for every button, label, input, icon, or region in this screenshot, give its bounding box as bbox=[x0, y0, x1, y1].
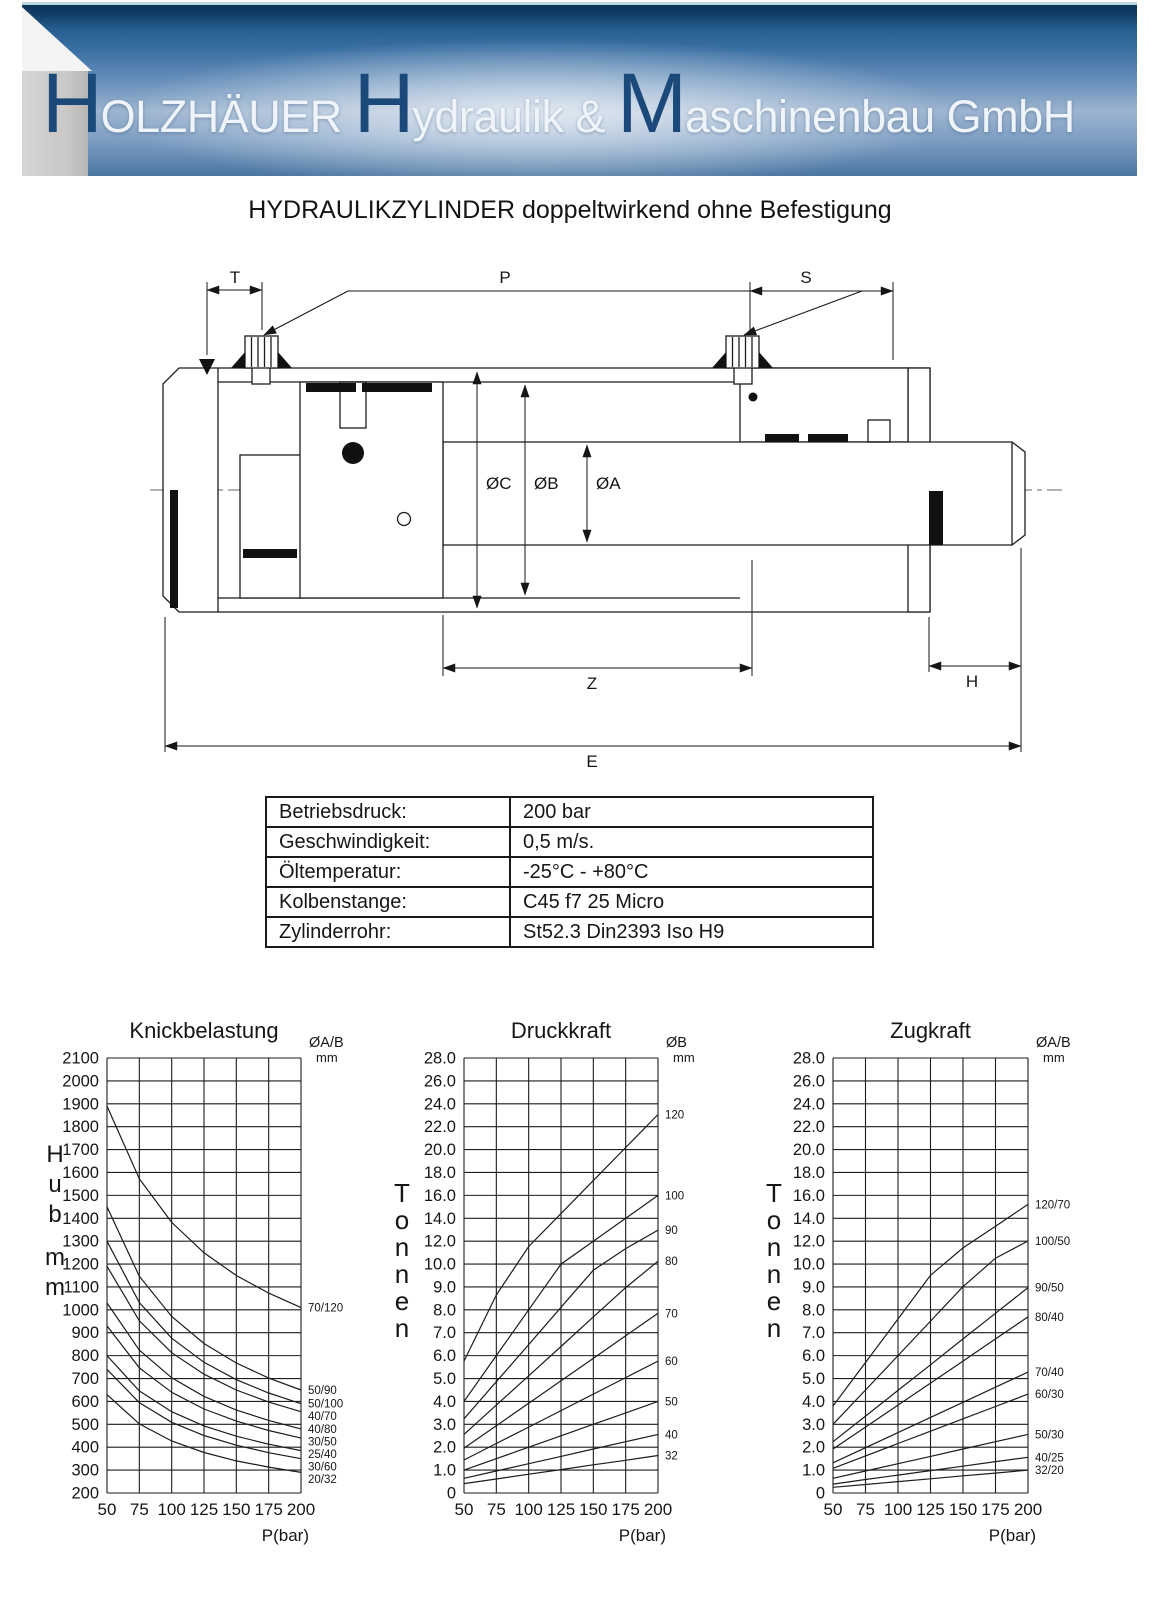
y-tick-label: 2100 bbox=[62, 1049, 99, 1068]
legend-title: ØA/B bbox=[309, 1035, 344, 1051]
y-tick-label: 16.0 bbox=[423, 1186, 456, 1205]
y-tick-label: 300 bbox=[71, 1461, 99, 1480]
y-tick-label: 1800 bbox=[62, 1118, 99, 1137]
series-label: 50 bbox=[665, 1396, 678, 1409]
dim-label-da: ØA bbox=[596, 474, 621, 493]
y-tick-label: 6.0 bbox=[433, 1347, 456, 1366]
y-tick-label: 1.0 bbox=[802, 1461, 825, 1480]
x-tick-label: 200 bbox=[286, 1500, 316, 1519]
series-label: 120 bbox=[665, 1109, 685, 1122]
series-label: 40/80 bbox=[308, 1423, 337, 1436]
spec-value: St52.3 Din2393 Iso H9 bbox=[509, 918, 872, 946]
spec-row bbox=[267, 856, 872, 886]
y-tick-label: 12.0 bbox=[792, 1232, 825, 1251]
y-tick-label: 2.0 bbox=[802, 1438, 825, 1457]
y-axis-label-letter: n bbox=[394, 1313, 410, 1343]
spec-value: -25°C - +80°C bbox=[509, 858, 872, 886]
legend-unit: mm bbox=[1043, 1050, 1065, 1065]
x-tick-label: 75 bbox=[129, 1500, 149, 1519]
y-tick-label: 400 bbox=[71, 1438, 99, 1457]
x-tick-label: 50 bbox=[97, 1500, 117, 1519]
page-title: HYDRAULIKZYLINDER doppeltwirkend ohne Befestigung bbox=[248, 196, 892, 224]
x-tick-label: 175 bbox=[611, 1500, 640, 1519]
y-tick-label: 24.0 bbox=[423, 1095, 456, 1114]
series-label: 20/32 bbox=[308, 1473, 337, 1486]
y-axis-label-letter: H bbox=[46, 1141, 64, 1168]
y-tick-label: 1900 bbox=[62, 1095, 99, 1114]
y-tick-label: 9.0 bbox=[802, 1278, 825, 1297]
series-label: 60/30 bbox=[1035, 1389, 1064, 1402]
logo-text: ydraulik & bbox=[412, 91, 617, 142]
y-tick-label: 1600 bbox=[62, 1163, 99, 1182]
y-tick-label: 1100 bbox=[63, 1278, 99, 1297]
spec-label: Kolbenstange: bbox=[279, 891, 407, 913]
x-tick-label: 100 bbox=[157, 1500, 186, 1519]
y-axis-label-letter: o bbox=[766, 1205, 782, 1235]
y-tick-label: 600 bbox=[71, 1392, 99, 1411]
y-axis-label-letter: e bbox=[766, 1286, 782, 1316]
gridlines bbox=[107, 1058, 301, 1493]
logo-text: aschinenbau GmbH bbox=[684, 91, 1075, 142]
x-tick-label: 175 bbox=[254, 1500, 283, 1519]
spec-value: 0,5 m/s. bbox=[509, 828, 872, 856]
y-tick-label: 18.0 bbox=[423, 1163, 456, 1182]
y-tick-label: 10.0 bbox=[423, 1255, 456, 1274]
y-tick-label: 14.0 bbox=[792, 1209, 825, 1228]
x-tick-label: 50 bbox=[823, 1500, 843, 1519]
logo-initial: H bbox=[353, 56, 413, 150]
series-label: 30/50 bbox=[308, 1436, 337, 1449]
x-tick-label: 175 bbox=[981, 1500, 1010, 1519]
series-label: 50/30 bbox=[1035, 1429, 1064, 1442]
y-axis-label-letter: n bbox=[394, 1232, 410, 1262]
x-axis-label: P(bar) bbox=[618, 1526, 666, 1545]
legend-unit: mm bbox=[316, 1050, 338, 1065]
spec-label: Geschwindigkeit: bbox=[279, 831, 431, 853]
x-tick-label: 100 bbox=[514, 1500, 543, 1519]
chart-title: Knickbelastung bbox=[129, 1018, 279, 1043]
y-axis-label-letter: T bbox=[394, 1178, 410, 1208]
company-banner bbox=[22, 2, 1137, 176]
legend-title: ØB bbox=[666, 1035, 687, 1051]
series-label: 60 bbox=[665, 1356, 678, 1369]
spec-value: 200 bar bbox=[509, 798, 872, 826]
y-tick-label: 200 bbox=[71, 1484, 99, 1503]
logo-text: OLZHÄUER bbox=[100, 91, 354, 142]
y-tick-label: 4.0 bbox=[802, 1392, 825, 1411]
spec-row bbox=[267, 798, 872, 826]
y-axis-label-letter: u bbox=[48, 1171, 62, 1198]
chart-knickbelastung bbox=[45, 1018, 344, 1545]
series-label: 100 bbox=[665, 1190, 685, 1203]
dim-label-db: ØB bbox=[534, 474, 559, 493]
x-tick-label: 125 bbox=[916, 1500, 945, 1519]
end-cap-seal bbox=[170, 490, 178, 608]
y-axis-label-letter: m bbox=[45, 1244, 65, 1271]
y-axis-label-letter: n bbox=[766, 1232, 782, 1262]
y-tick-label: 4.0 bbox=[433, 1392, 456, 1411]
series-label: 100/50 bbox=[1035, 1236, 1071, 1249]
y-tick-label: 20.0 bbox=[792, 1141, 825, 1160]
y-tick-label: 0 bbox=[815, 1484, 825, 1503]
y-axis-label-letter: T bbox=[766, 1178, 782, 1208]
series-label: 30/60 bbox=[308, 1461, 337, 1474]
y-tick-label: 0 bbox=[446, 1484, 456, 1503]
series-label: 80/40 bbox=[1035, 1311, 1064, 1324]
x-tick-label: 150 bbox=[948, 1500, 978, 1519]
y-tick-label: 10.0 bbox=[792, 1255, 825, 1274]
y-axis-label-letter: n bbox=[394, 1259, 410, 1289]
x-tick-label: 75 bbox=[486, 1500, 506, 1519]
legend-unit: mm bbox=[673, 1050, 695, 1065]
spec-label: Öltemperatur: bbox=[279, 861, 402, 883]
x-tick-label: 100 bbox=[883, 1500, 913, 1519]
y-tick-label: 500 bbox=[71, 1415, 99, 1434]
company-logo bbox=[42, 55, 1075, 152]
logo-initial: H bbox=[42, 56, 101, 150]
legend-title: ØA/B bbox=[1036, 1035, 1071, 1051]
y-tick-label: 12.0 bbox=[423, 1232, 456, 1251]
chart-zugkraft bbox=[766, 1018, 1071, 1545]
y-tick-label: 9.0 bbox=[433, 1278, 456, 1297]
y-tick-label: 18.0 bbox=[792, 1163, 825, 1182]
cylinder-cross-section-drawing bbox=[0, 255, 1172, 785]
y-tick-label: 3.0 bbox=[433, 1415, 456, 1434]
y-tick-label: 1200 bbox=[62, 1255, 99, 1274]
y-tick-label: 6.0 bbox=[802, 1347, 825, 1366]
series-label: 40 bbox=[665, 1429, 678, 1442]
y-tick-label: 2.0 bbox=[433, 1438, 456, 1457]
y-tick-label: 22.0 bbox=[423, 1118, 456, 1137]
series-label: 50/90 bbox=[308, 1384, 337, 1397]
series-label: 32 bbox=[665, 1450, 678, 1463]
port-1 bbox=[231, 336, 292, 384]
chart-druckkraft bbox=[394, 1018, 695, 1545]
y-tick-label: 26.0 bbox=[792, 1072, 825, 1091]
y-tick-label: 5.0 bbox=[433, 1370, 456, 1389]
y-tick-label: 1400 bbox=[62, 1209, 99, 1228]
x-tick-label: 200 bbox=[643, 1500, 673, 1519]
dim-label-h: H bbox=[965, 672, 979, 691]
y-axis-label-letter: e bbox=[394, 1286, 410, 1316]
y-tick-label: 28.0 bbox=[792, 1049, 825, 1068]
y-tick-label: 3.0 bbox=[802, 1415, 825, 1434]
y-tick-label: 26.0 bbox=[423, 1072, 456, 1091]
y-tick-label: 1700 bbox=[62, 1141, 99, 1160]
y-tick-label: 28.0 bbox=[423, 1049, 456, 1068]
y-tick-label: 800 bbox=[71, 1347, 99, 1366]
chart-title: Druckkraft bbox=[510, 1018, 612, 1043]
series-label: 90 bbox=[665, 1225, 678, 1238]
series-label: 40/25 bbox=[1035, 1452, 1064, 1465]
y-tick-label: 2000 bbox=[62, 1072, 99, 1091]
cylinder-head bbox=[740, 368, 908, 442]
series-label: 25/40 bbox=[308, 1448, 337, 1461]
x-axis-label: P(bar) bbox=[261, 1526, 309, 1545]
series-label: 70 bbox=[665, 1308, 678, 1321]
y-tick-label: 14.0 bbox=[423, 1209, 456, 1228]
chart-title: Zugkraft bbox=[890, 1018, 971, 1043]
series-label: 70/120 bbox=[308, 1302, 344, 1315]
y-tick-label: 8.0 bbox=[433, 1301, 456, 1320]
y-tick-label: 900 bbox=[71, 1324, 99, 1343]
y-tick-label: 8.0 bbox=[802, 1301, 825, 1320]
y-tick-label: 700 bbox=[71, 1370, 99, 1389]
series-label: 120/70 bbox=[1035, 1199, 1071, 1212]
rod-wiper-seal bbox=[929, 491, 943, 545]
y-tick-label: 24.0 bbox=[792, 1095, 825, 1114]
series-label: 70/40 bbox=[1035, 1367, 1064, 1380]
performance-charts bbox=[0, 990, 1172, 1560]
dim-label-dc: ØC bbox=[486, 474, 512, 493]
piston bbox=[240, 382, 443, 598]
x-tick-label: 150 bbox=[579, 1500, 608, 1519]
dim-label-s: S bbox=[800, 268, 812, 287]
y-tick-label: 5.0 bbox=[802, 1370, 825, 1389]
series-label: 40/70 bbox=[308, 1411, 337, 1424]
spec-value: C45 f7 25 Micro bbox=[509, 888, 872, 916]
x-tick-label: 200 bbox=[1013, 1500, 1043, 1519]
y-axis-label-letter: o bbox=[394, 1205, 410, 1235]
spec-label: Betriebsdruck: bbox=[279, 801, 407, 823]
dim-label-z: Z bbox=[586, 674, 598, 693]
dim-label-e: E bbox=[586, 752, 598, 771]
y-tick-label: 7.0 bbox=[802, 1324, 825, 1343]
spec-row bbox=[267, 886, 872, 916]
y-tick-label: 1.0 bbox=[433, 1461, 456, 1480]
series-label: 50/100 bbox=[308, 1398, 344, 1411]
y-tick-label: 1500 bbox=[62, 1186, 99, 1205]
y-axis-label-letter: m bbox=[45, 1274, 65, 1301]
dim-label-t: T bbox=[229, 268, 241, 287]
y-tick-label: 1000 bbox=[62, 1301, 99, 1320]
y-axis-label-letter: n bbox=[766, 1259, 782, 1289]
x-tick-label: 50 bbox=[454, 1500, 474, 1519]
y-tick-label: 22.0 bbox=[792, 1118, 825, 1137]
series-label: 90/50 bbox=[1035, 1282, 1064, 1295]
x-tick-label: 125 bbox=[189, 1500, 219, 1519]
y-axis-label-letter: n bbox=[766, 1313, 782, 1343]
y-tick-label: 7.0 bbox=[433, 1324, 456, 1343]
series-label: 32/20 bbox=[1035, 1465, 1064, 1478]
y-tick-label: 20.0 bbox=[423, 1141, 456, 1160]
dim-label-p: P bbox=[499, 268, 511, 287]
x-tick-label: 150 bbox=[222, 1500, 251, 1519]
series-label: 80 bbox=[665, 1256, 678, 1269]
y-axis-label-letter: b bbox=[48, 1201, 62, 1228]
spec-row bbox=[267, 916, 872, 946]
x-tick-label: 75 bbox=[856, 1500, 875, 1519]
x-axis-label: P(bar) bbox=[988, 1526, 1036, 1545]
piston-bolt bbox=[342, 442, 364, 464]
y-tick-label: 16.0 bbox=[792, 1186, 825, 1205]
spec-label: Zylinderrohr: bbox=[279, 921, 392, 943]
x-tick-label: 125 bbox=[546, 1500, 576, 1519]
logo-initial: M bbox=[616, 56, 685, 150]
y-tick-label: 1300 bbox=[62, 1232, 99, 1251]
specs-table bbox=[265, 796, 874, 948]
spec-row bbox=[267, 826, 872, 856]
